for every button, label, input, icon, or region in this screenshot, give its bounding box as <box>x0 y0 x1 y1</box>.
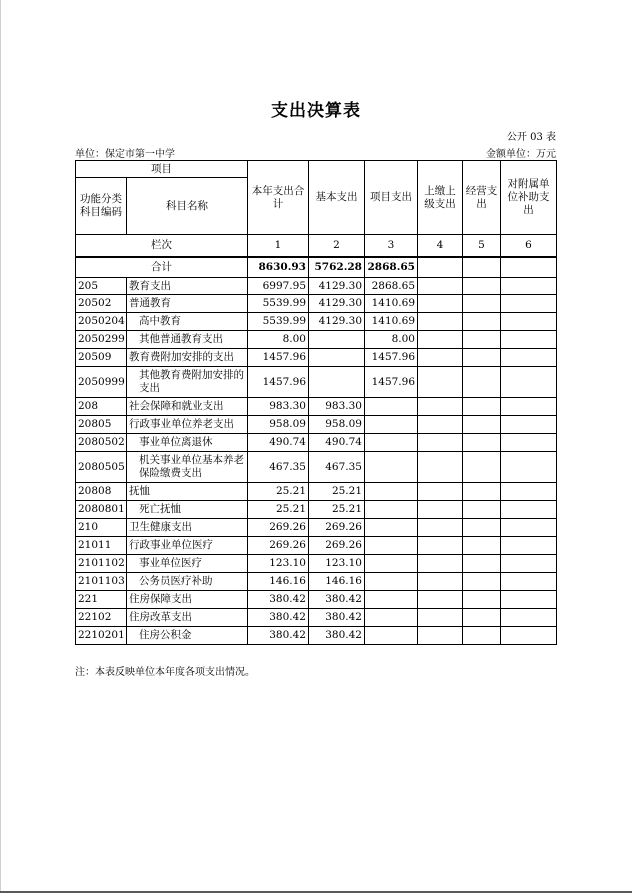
total-v6 <box>501 257 557 278</box>
row-value-basic: 380.42 <box>309 591 365 609</box>
total-v4 <box>418 257 463 278</box>
row-code: 20509 <box>76 349 127 367</box>
row-subject-name: 高中教育 <box>127 313 248 331</box>
table-row <box>76 295 557 313</box>
page-title: 支出决算表 <box>271 101 361 121</box>
row-value-total: 467.35 <box>248 452 309 483</box>
row-code: 205 <box>76 278 127 295</box>
row-subject-name: 住房保障支出 <box>127 591 248 609</box>
col-index-3: 3 <box>365 235 418 257</box>
header-project: 项目 <box>76 161 248 178</box>
header-col6: 对附属单位补助支出 <box>501 161 557 235</box>
row-value-subsidy <box>501 483 557 501</box>
row-value-subsidy <box>501 501 557 519</box>
row-value-upper <box>418 452 463 483</box>
table-row <box>76 416 557 434</box>
row-value-upper <box>418 416 463 434</box>
row-value-business <box>463 537 501 555</box>
row-value-project <box>365 398 418 416</box>
row-value-project <box>365 555 418 573</box>
row-value-basic: 25.21 <box>309 483 365 501</box>
table-row <box>76 367 557 398</box>
row-subject-name: 行政事业单位养老支出 <box>127 416 248 434</box>
row-value-total: 490.74 <box>248 434 309 452</box>
row-value-subsidy <box>501 519 557 537</box>
row-code: 21011 <box>76 537 127 555</box>
row-code: 20502 <box>76 295 127 313</box>
row-value-basic: 467.35 <box>309 452 365 483</box>
row-value-upper <box>418 555 463 573</box>
header-col1: 本年支出合计 <box>248 161 309 235</box>
row-subject-name: 公务员医疗补助 <box>127 573 248 591</box>
row-value-total: 5539.99 <box>248 295 309 313</box>
table-row <box>76 278 557 295</box>
row-value-basic: 146.16 <box>309 573 365 591</box>
header-subject-name: 科目名称 <box>127 178 248 235</box>
row-value-total: 25.21 <box>248 501 309 519</box>
row-subject-name: 抚恤 <box>127 483 248 501</box>
row-value-business <box>463 295 501 313</box>
row-value-business <box>463 591 501 609</box>
row-value-project: 2868.65 <box>365 278 418 295</box>
row-code: 2050999 <box>76 367 127 398</box>
row-code: 20805 <box>76 416 127 434</box>
row-value-total: 380.42 <box>248 609 309 627</box>
row-value-upper <box>418 295 463 313</box>
table-row <box>76 609 557 627</box>
row-value-basic: 269.26 <box>309 519 365 537</box>
col-index-label: 栏次 <box>76 235 248 257</box>
row-value-basic: 983.30 <box>309 398 365 416</box>
row-subject-name: 社会保障和就业支出 <box>127 398 248 416</box>
row-value-upper <box>418 398 463 416</box>
row-subject-name: 其他普通教育支出 <box>127 331 248 349</box>
row-value-business <box>463 519 501 537</box>
total-row <box>76 257 557 278</box>
row-value-business <box>463 573 501 591</box>
row-value-business <box>463 398 501 416</box>
row-value-project: 1410.69 <box>365 295 418 313</box>
table-row <box>76 627 557 645</box>
total-v5 <box>463 257 501 278</box>
table-row <box>76 591 557 609</box>
page-left-border <box>0 0 1 893</box>
row-value-project <box>365 519 418 537</box>
row-value-project <box>365 416 418 434</box>
row-subject-name: 教育费附加安排的支出 <box>127 349 248 367</box>
table-row <box>76 483 557 501</box>
row-value-total: 983.30 <box>248 398 309 416</box>
total-v3: 2868.65 <box>365 257 418 278</box>
table-row <box>76 331 557 349</box>
row-value-subsidy <box>501 537 557 555</box>
row-value-business <box>463 313 501 331</box>
col-index-4: 4 <box>418 235 463 257</box>
col-index-5: 5 <box>463 235 501 257</box>
row-value-upper <box>418 591 463 609</box>
table-row <box>76 555 557 573</box>
row-value-project: 1457.96 <box>365 349 418 367</box>
row-code: 2050299 <box>76 331 127 349</box>
row-value-total: 269.26 <box>248 519 309 537</box>
row-code: 2101103 <box>76 573 127 591</box>
row-value-business <box>463 452 501 483</box>
table-row <box>76 501 557 519</box>
row-value-upper <box>418 331 463 349</box>
row-value-subsidy <box>501 452 557 483</box>
row-value-subsidy <box>501 434 557 452</box>
row-code: 2210201 <box>76 627 127 645</box>
row-value-business <box>463 483 501 501</box>
row-value-basic: 380.42 <box>309 627 365 645</box>
col-index-2: 2 <box>309 235 365 257</box>
row-subject-name: 事业单位离退休 <box>127 434 248 452</box>
row-value-subsidy <box>501 331 557 349</box>
row-value-basic: 490.74 <box>309 434 365 452</box>
row-value-business <box>463 349 501 367</box>
row-value-project <box>365 627 418 645</box>
row-value-subsidy <box>501 313 557 331</box>
row-value-total: 1457.96 <box>248 367 309 398</box>
table-row <box>76 313 557 331</box>
row-value-project <box>365 537 418 555</box>
table-row <box>76 537 557 555</box>
row-value-upper <box>418 367 463 398</box>
row-value-subsidy <box>501 295 557 313</box>
row-value-total: 1457.96 <box>248 349 309 367</box>
row-value-total: 123.10 <box>248 555 309 573</box>
row-value-project <box>365 501 418 519</box>
row-code: 2080801 <box>76 501 127 519</box>
row-value-basic: 123.10 <box>309 555 365 573</box>
row-value-subsidy <box>501 573 557 591</box>
row-value-total: 958.09 <box>248 416 309 434</box>
row-subject-name: 死亡抚恤 <box>127 501 248 519</box>
row-value-business <box>463 555 501 573</box>
row-code: 2080502 <box>76 434 127 452</box>
table-body <box>76 161 557 645</box>
table-row <box>76 519 557 537</box>
col-index-1: 1 <box>248 235 309 257</box>
row-value-business <box>463 501 501 519</box>
header-col2: 基本支出 <box>309 161 365 235</box>
row-value-total: 380.42 <box>248 591 309 609</box>
row-value-upper <box>418 573 463 591</box>
row-value-subsidy <box>501 627 557 645</box>
row-value-basic: 958.09 <box>309 416 365 434</box>
row-subject-name: 事业单位医疗 <box>127 555 248 573</box>
row-value-project <box>365 591 418 609</box>
row-value-subsidy <box>501 416 557 434</box>
row-code: 208 <box>76 398 127 416</box>
row-value-upper <box>418 501 463 519</box>
row-value-basic <box>309 349 365 367</box>
row-subject-name: 教育支出 <box>127 278 248 295</box>
row-value-basic: 25.21 <box>309 501 365 519</box>
table-row <box>76 398 557 416</box>
row-value-project: 8.00 <box>365 331 418 349</box>
header-row-1 <box>76 161 557 178</box>
row-value-basic: 380.42 <box>309 609 365 627</box>
row-value-basic: 269.26 <box>309 537 365 555</box>
row-code: 22102 <box>76 609 127 627</box>
row-subject-name: 机关事业单位基本养老保险缴费支出 <box>127 452 248 483</box>
row-value-business <box>463 367 501 398</box>
row-value-upper <box>418 537 463 555</box>
row-code: 210 <box>76 519 127 537</box>
table-code: 公开 03 表 <box>506 132 556 143</box>
row-value-project: 1410.69 <box>365 313 418 331</box>
total-v2: 5762.28 <box>309 257 365 278</box>
row-value-total: 6997.95 <box>248 278 309 295</box>
row-value-total: 269.26 <box>248 537 309 555</box>
row-code: 2080505 <box>76 452 127 483</box>
row-value-business <box>463 416 501 434</box>
header-col4: 上缴上级支出 <box>418 161 463 235</box>
total-v1: 8630.93 <box>248 257 309 278</box>
expenditure-table <box>75 160 557 645</box>
header-func-code: 功能分类科目编码 <box>76 178 127 235</box>
row-value-subsidy <box>501 398 557 416</box>
row-value-project <box>365 609 418 627</box>
row-value-subsidy <box>501 349 557 367</box>
row-value-project <box>365 483 418 501</box>
row-code: 2050204 <box>76 313 127 331</box>
row-code: 2101102 <box>76 555 127 573</box>
row-subject-name: 其他教育费附加安排的支出 <box>127 367 248 398</box>
table-row <box>76 349 557 367</box>
row-value-business <box>463 627 501 645</box>
row-value-project <box>365 573 418 591</box>
col-index-row <box>76 235 557 257</box>
row-value-project <box>365 434 418 452</box>
row-value-basic: 4129.30 <box>309 278 365 295</box>
row-code: 221 <box>76 591 127 609</box>
table-note: 注：本表反映单位本年度各项支出情况。 <box>75 667 255 678</box>
row-value-upper <box>418 609 463 627</box>
row-value-total: 25.21 <box>248 483 309 501</box>
row-value-business <box>463 434 501 452</box>
row-subject-name: 行政事业单位医疗 <box>127 537 248 555</box>
row-value-basic <box>309 331 365 349</box>
row-value-project: 1457.96 <box>365 367 418 398</box>
row-value-total: 146.16 <box>248 573 309 591</box>
row-code: 20808 <box>76 483 127 501</box>
row-value-business <box>463 609 501 627</box>
row-value-basic <box>309 367 365 398</box>
col-index-6: 6 <box>501 235 557 257</box>
table-row <box>76 573 557 591</box>
row-value-total: 380.42 <box>248 627 309 645</box>
row-value-upper <box>418 434 463 452</box>
row-value-project <box>365 452 418 483</box>
row-value-subsidy <box>501 555 557 573</box>
row-value-upper <box>418 483 463 501</box>
amount-unit: 金额单位：万元 <box>486 149 556 160</box>
row-value-business <box>463 278 501 295</box>
row-value-upper <box>418 519 463 537</box>
row-subject-name: 普通教育 <box>127 295 248 313</box>
header-col3: 项目支出 <box>365 161 418 235</box>
row-value-subsidy <box>501 278 557 295</box>
table-row <box>76 452 557 483</box>
total-label: 合计 <box>76 257 248 278</box>
row-value-total: 5539.99 <box>248 313 309 331</box>
row-subject-name: 卫生健康支出 <box>127 519 248 537</box>
unit-label: 单位：保定市第一中学 <box>75 149 175 160</box>
row-value-subsidy <box>501 609 557 627</box>
row-value-subsidy <box>501 367 557 398</box>
row-value-upper <box>418 313 463 331</box>
row-value-total: 8.00 <box>248 331 309 349</box>
row-value-upper <box>418 349 463 367</box>
row-value-upper <box>418 627 463 645</box>
row-value-basic: 4129.30 <box>309 313 365 331</box>
table-row <box>76 434 557 452</box>
row-value-upper <box>418 278 463 295</box>
row-value-business <box>463 331 501 349</box>
row-subject-name: 住房公积金 <box>127 627 248 645</box>
header-col5: 经营支出 <box>463 161 501 235</box>
row-subject-name: 住房改革支出 <box>127 609 248 627</box>
row-value-basic: 4129.30 <box>309 295 365 313</box>
row-value-subsidy <box>501 591 557 609</box>
